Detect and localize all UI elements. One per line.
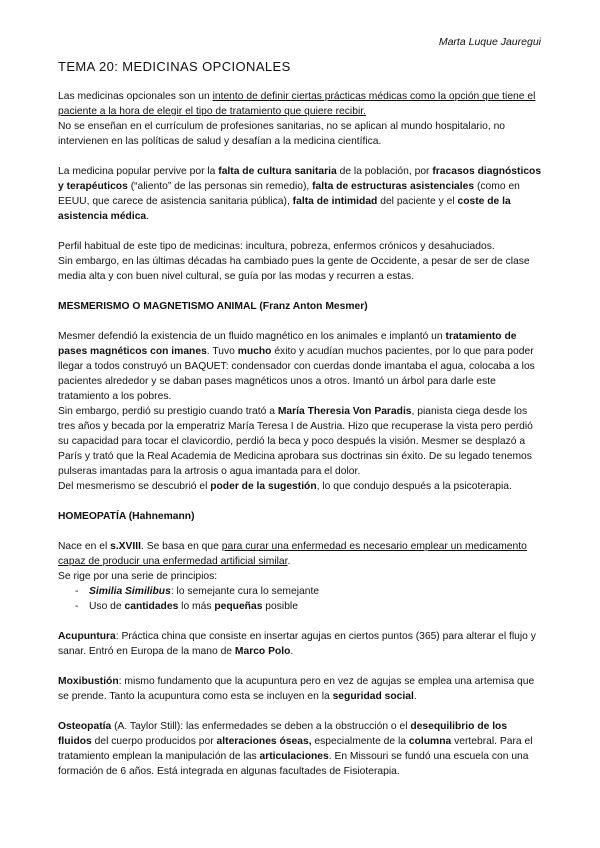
mesmer-paragraph-3: Del mesmerismo se descubrió el poder de la sugestión, lo que condujo después a la psicoterapia. (58, 481, 512, 492)
popular-medicine-paragraph: La medicina popular pervive por la falta de cultura sanitaria de la población, por fracasos diagnósticos y terapéuticos (“aliento” de las personas sin remedio), falta de estructuras asistenciales (como en EEUU, que carece de asistencia sanitaria pública), falta de intimidad del paciente y el coste de la asistencia médica. (58, 166, 542, 222)
profile-paragraph-2: Sin embargo, en las últimas décadas ha cambiado pues la gente de Occidente, a pesar de ser de clase media alta y con buen nivel cultural, se guía por las modas y recurren a estas. (58, 256, 530, 282)
osteopatia-paragraph: Osteopatía (A. Taylor Still): las enfermedades se deben a la obstrucción o el desequilibrio de los fluidos del cuerpo producidos por alteraciones óseas, especialmente de la columna vertebral. Para el tratamiento emplean la manipulación de las articulaciones. En Missouri se fundó una escuela con una formación de 6 años. Está integrada en algunas facultades de Fisioterapia. (58, 721, 533, 777)
profile-paragraph: Perfil habitual de este tipo de medicinas: incultura, pobreza, enfermos crónicos y desahuciados. (58, 241, 495, 252)
principles-list (58, 584, 542, 614)
homeo-paragraph: Nace en el s.XVIII. Se basa en que para curar una enfermedad es necesario emplear un medicamento capaz de producir una enfermedad artificial similar. (58, 541, 527, 567)
mesmer-paragraph-2: Sin embargo, perdió su prestigio cuando trató a María Theresia Von Paradis, pianista ciega desde los tres años y becada por la emperatriz María Teresa I de Austria. Hizo que recuperase la vista pero perdió su capacidad para tocar el clavicordio, perdió la beca y poco después la visión. Mesmer se desplazó a París y trató que la Real Academia de Medicina aprobara sus doctrinas sin éxito. De su legado tenemos pulseras imantadas para la artrosis o agua imantada para el dolor. (58, 406, 533, 477)
author-name: Marta Luque Jauregui (438, 36, 541, 48)
list-item: - Uso de cantidades lo más pequeñas posible (58, 599, 542, 614)
moxibustion-paragraph: Moxibustión: mismo fundamento que la acupuntura pero en vez de agujas se emplea una artemisa que se prende. Tanto la acupuntura como esta se incluyen en la seguridad social. (58, 676, 535, 702)
mesmerismo-heading: MESMERISMO O MAGNETISMO ANIMAL (Franz Anton Mesmer) (58, 301, 368, 312)
acupuntura-paragraph: Acupuntura: Práctica china que consiste en insertar agujas en ciertos puntos (365) para alterar el flujo y sanar. Entró en Europa de la mano de Marco Polo. (58, 631, 536, 657)
mesmer-paragraph-1: Mesmer defendió la existencia de un fluido magnético en los animales e implantó un tratamiento de pases magnéticos con imanes. Tuvo mucho éxito y acudían muchos pacientes, por lo que para poder llegar a todos construyó un BAQUET: condensador con cuerdas donde imantaba el agua, colocaba a los pacientes alrededor y se daban pases magnéticos unos a otros. Imantó un árbol para darle este tratamiento a los pobres. (58, 331, 535, 402)
intro-paragraph-2: No se enseñan en el currículum de profesiones sanitarias, no se aplican al mundo hospitalario, no intervienen en las políticas de salud y desafían a la medicina científica. (58, 121, 506, 147)
intro-paragraph: Las medicinas opcionales son un intento de definir ciertas prácticas médicas como la opción que tiene el paciente a la hora de elegir el tipo de tratamiento que quiere recibir. (58, 91, 536, 117)
page-title: TEMA 20: MEDICINAS OPCIONALES (58, 59, 291, 74)
document-body (58, 89, 542, 779)
list-item: - Similia Similibus: lo semejante cura lo semejante (58, 584, 542, 599)
homeo-principles-intro: Se rige por una serie de principios: (58, 571, 218, 582)
homeopatia-heading: HOMEOPATÍA (Hahnemann) (58, 511, 195, 522)
